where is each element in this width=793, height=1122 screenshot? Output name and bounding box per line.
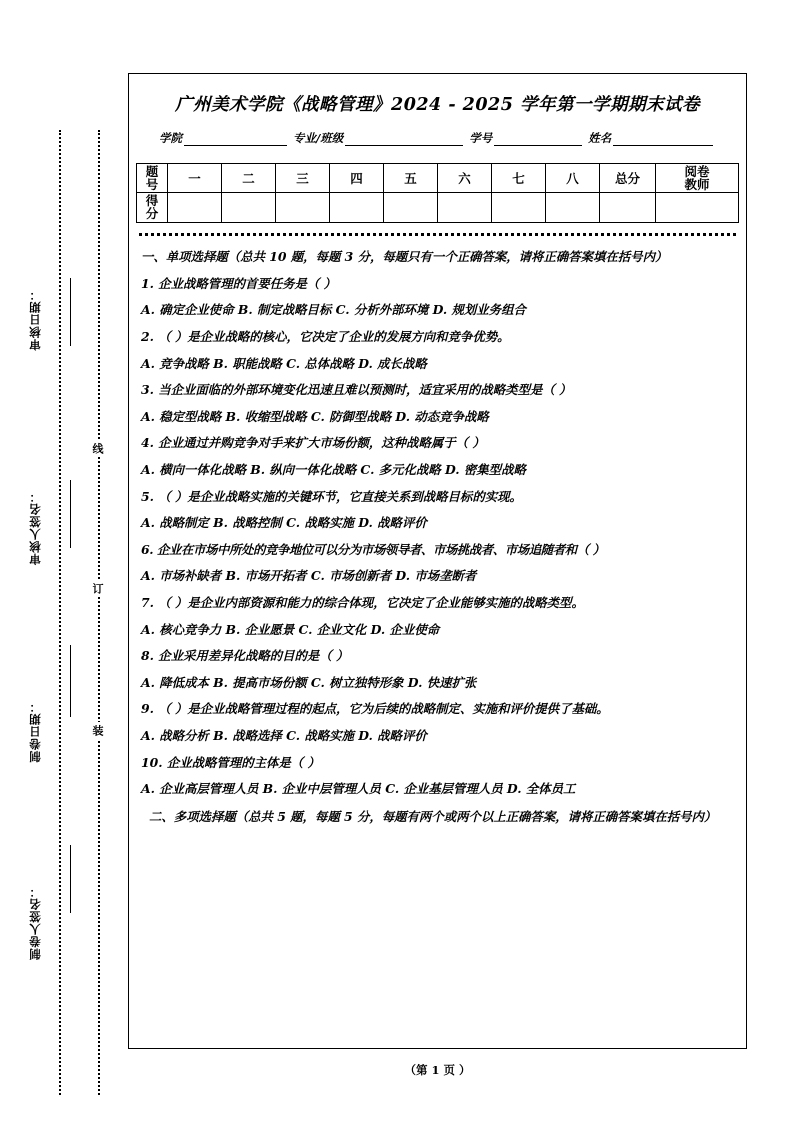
margin-rule-3 [70,645,71,717]
page-title: 广州美术学院《战略管理》2024 - 2025 学年第一学期期末试卷 [175,95,700,115]
question-10-options: A. 企业高层管理人员 B. 企业中层管理人员 C. 企业基层管理人员 D. 全体员工 [141,781,576,797]
left-margin-sealing-strip [0,0,128,1122]
name-field[interactable] [588,130,713,146]
grader-line1: 阅卷 [684,164,710,179]
score-cell-grader[interactable] [656,193,739,222]
score-table-stub-score [137,193,168,222]
score-cell-2[interactable] [222,193,276,222]
question-6-stem: 6. 企业在市场中所处的竞争地位可以分为市场领导者、市场挑战者、市场追随者和（ ） [141,541,605,557]
score-cell-total[interactable] [600,193,656,222]
question-1-options: A. 确定企业使命 B. 制定战略目标 C. 分析外部环境 D. 规划业务组合 [141,302,526,318]
question-4-stem: 4. 企业通过并购竞争对手来扩大市场份额，这种战略属于（ ） [141,435,485,451]
question-4-options: A. 横向一体化战略 B. 纵向一体化战略 C. 多元化战略 D. 密集型战略 [141,461,526,477]
margin-label-review-date: 审核日期： [28,288,42,351]
question-7-options: A. 核心竞争力 B. 企业愿景 C. 企业文化 D. 企业使命 [141,621,440,637]
seal-char-ding: 订 [92,580,103,597]
question-5-stem: 5. （ ）是企业战略实施的关键环节，它直接关系到战略目标的实现。 [141,488,522,504]
sealing-dotted-line-outer [98,130,100,1095]
margin-label-paper-maker-signature: 制卷人签名： [28,885,42,960]
dotted-separator [139,233,736,236]
score-table-col-8: 八 [546,164,600,193]
score-cell-6[interactable] [438,193,492,222]
student-id-field[interactable] [469,130,582,146]
table-row-scores [137,193,739,222]
question-9-options: A. 战略分析 B. 战略选择 C. 战略实施 D. 战略评价 [141,728,427,744]
score-cell-3[interactable] [276,193,330,222]
college-label: 学院 [159,131,182,145]
sealing-dotted-line-inner [59,130,61,1095]
major-class-input[interactable] [345,132,463,146]
question-2-options: A. 竞争战略 B. 职能战略 C. 总体战略 D. 成长战略 [141,355,427,371]
score-table-col-6: 六 [438,164,492,193]
score-table-col-grader [656,164,739,193]
score-cell-4[interactable] [330,193,384,222]
score-cell-8[interactable] [546,193,600,222]
student-identity-row [159,130,724,146]
section-2-heading: 二、多项选择题（总共 5 题，每题 5 分，每题有两个或两个以上正确答案，请将正确答案填在括号内） [149,808,717,824]
score-table [136,163,739,223]
question-10-stem: 10. 企业战略管理的主体是（ ） [141,754,320,770]
question-5-options: A. 战略制定 B. 战略控制 C. 战略实施 D. 战略评价 [141,515,427,531]
score-table-col-2: 二 [222,164,276,193]
question-1-stem: 1. 企业战略管理的首要任务是（ ） [141,275,337,291]
seal-char-zhuang: 装 [92,722,103,739]
stub-score-line1: 得 [145,193,159,209]
student-id-label: 学号 [469,131,493,145]
margin-label-paper-maker-date: 制卷日期： [28,700,42,763]
exam-body [141,247,732,827]
margin-rule-1 [70,278,71,346]
question-3-stem: 3. 当企业面临的外部环境变化迅速且难以预测时，适宜采用的战略类型是（ ） [141,382,572,398]
score-table-col-5: 五 [384,164,438,193]
margin-rule-4 [70,845,71,913]
score-table-col-total: 总分 [600,164,656,193]
college-input[interactable] [184,132,287,146]
section-1-heading: 一、单项选择题（总共 10 题，每题 3 分，每题只有一个正确答案，请将正确答案填在括号内） [141,248,668,264]
name-input[interactable] [613,132,713,146]
score-table-col-7: 七 [492,164,546,193]
major-class-field[interactable] [293,130,463,146]
stub-question-line2: 号 [145,177,159,193]
question-6-options: A. 市场补缺者 B. 市场开拓者 C. 市场创新者 D. 市场垄断者 [141,568,477,584]
college-field[interactable] [159,130,287,146]
page-footer: （第 1 页 ） [404,1063,471,1077]
score-table-col-4: 四 [330,164,384,193]
seal-char-xian: 线 [92,440,103,457]
name-label: 姓名 [588,131,612,145]
margin-rule-2 [70,480,71,548]
question-2-stem: 2. （ ）是企业战略的核心，它决定了企业的发展方向和竞争优势。 [141,328,510,344]
question-8-stem: 8. 企业采用差异化战略的目的是（ ） [141,648,349,664]
score-cell-7[interactable] [492,193,546,222]
question-3-options: A. 稳定型战略 B. 收缩型战略 C. 防御型战略 D. 动态竞争战略 [141,408,489,424]
score-table-col-3: 三 [276,164,330,193]
score-table-stub-question [137,164,168,193]
exam-paper-frame [128,73,747,1049]
score-cell-5[interactable] [384,193,438,222]
table-row-question-numbers [137,164,739,193]
question-7-stem: 7. （ ）是企业内部资源和能力的综合体现，它决定了企业能够实施的战略类型。 [141,595,584,611]
score-table-col-1: 一 [168,164,222,193]
score-cell-1[interactable] [168,193,222,222]
question-8-options: A. 降低成本 B. 提高市场份额 C. 树立独特形象 D. 快速扩张 [141,674,477,690]
stub-question-line1: 题 [145,164,159,179]
grader-line2: 教师 [684,177,710,193]
student-id-input[interactable] [494,132,582,146]
stub-score-line2: 分 [145,206,159,222]
question-9-stem: 9. （ ）是企业战略管理过程的起点，它为后续的战略制定、实施和评价提供了基础。 [141,701,609,717]
major-class-label: 专业/班级 [293,131,344,145]
margin-label-reviewer-signature: 审核人签名： [28,490,42,565]
